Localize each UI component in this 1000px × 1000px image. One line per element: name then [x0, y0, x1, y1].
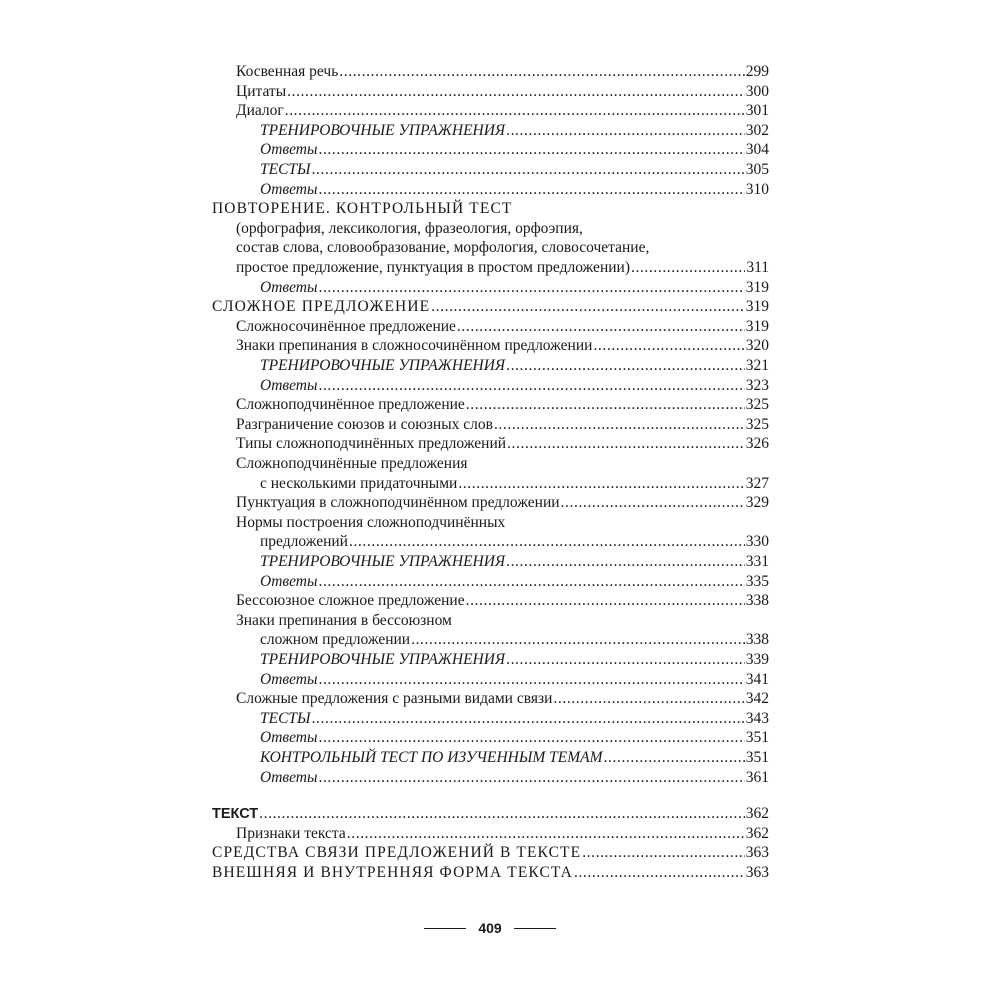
toc-entry[interactable]	[212, 297, 769, 317]
toc-heading-line: ПОВТОРЕНИЕ. КОНТРОЛЬНЫЙ ТЕСТ	[212, 200, 513, 218]
page-number: 409	[478, 920, 502, 936]
toc-entry-title: ТРЕНИРОВОЧНЫЕ УПРАЖНЕНИЯ	[260, 553, 506, 570]
toc-page-number: 361	[745, 768, 769, 786]
toc-entry[interactable]	[260, 121, 769, 141]
toc-page-number: 319	[745, 317, 769, 335]
toc-entry[interactable]	[260, 376, 769, 396]
toc-entry[interactable]	[212, 804, 769, 824]
dot-leader	[259, 804, 745, 824]
toc-entry[interactable]	[236, 591, 769, 611]
toc-page-number: 321	[745, 357, 769, 374]
dot-leader	[431, 297, 745, 317]
toc-entry-title: Ответы	[260, 376, 318, 394]
toc-entry-title: Ответы	[260, 278, 318, 296]
toc-entry-title: ТРЕНИРОВОЧНЫЕ УПРАЖНЕНИЯ	[260, 121, 506, 139]
toc-page-number: 311	[746, 259, 769, 276]
dot-leader	[287, 82, 745, 102]
dot-leader	[506, 552, 745, 572]
toc-heading-line: Знаки препинания в бессоюзном	[236, 611, 452, 629]
dot-leader	[318, 728, 744, 748]
toc-entry-title: сложном предложении	[260, 631, 411, 649]
toc-entry[interactable]	[236, 395, 769, 415]
toc-entry[interactable]	[236, 62, 769, 82]
toc-page-number: 300	[745, 82, 769, 100]
dot-leader	[347, 824, 745, 844]
dot-leader	[318, 670, 744, 690]
toc-page-number: 325	[745, 415, 769, 433]
toc-entry-title: КОНТРОЛЬНЫЙ ТЕСТ ПО ИЗУЧЕННЫМ ТЕМАМ	[260, 749, 603, 766]
toc-page-number: 362	[745, 824, 769, 842]
dot-leader	[582, 843, 745, 863]
toc-entry[interactable]	[260, 160, 769, 180]
toc-entry[interactable]	[260, 728, 769, 748]
toc-page-number: 304	[745, 141, 769, 159]
toc-page-number: 335	[745, 572, 769, 590]
dot-leader	[466, 395, 745, 415]
toc-entry-title: ТРЕНИРОВОЧНЫЕ УПРАЖНЕНИЯ	[260, 357, 506, 374]
toc-entry[interactable]	[260, 140, 769, 160]
toc-entry-title: Сложные предложения с разными видами связи	[236, 690, 553, 708]
toc-entry-title: Бессоюзное сложное предложение	[236, 592, 465, 610]
toc-entry[interactable]	[236, 336, 769, 356]
dot-leader	[339, 62, 744, 82]
toc-entry-title: Знаки препинания в сложносочинённом предложении	[236, 337, 593, 355]
dot-leader	[318, 180, 744, 200]
toc-entry[interactable]	[236, 434, 769, 454]
toc-page-number: 301	[745, 102, 769, 120]
dot-leader	[466, 591, 745, 611]
toc-entry-title: Ответы	[260, 572, 318, 590]
toc-entry-title: Диалог	[236, 102, 284, 120]
toc-entry-title: Ответы	[260, 768, 318, 786]
toc-entry-title: предложений	[260, 533, 348, 551]
toc-entry-title: Косвенная речь	[236, 63, 339, 80]
dot-leader	[458, 474, 744, 494]
toc-page-number: 330	[745, 533, 769, 551]
toc-page-number: 331	[745, 553, 769, 570]
dot-leader	[604, 748, 745, 768]
toc-entry[interactable]	[260, 474, 769, 494]
toc-page-number: 299	[745, 63, 769, 80]
toc-entry[interactable]	[260, 650, 769, 670]
toc-entry[interactable]	[260, 572, 769, 592]
dot-leader	[494, 415, 745, 435]
toc-page-number: 305	[745, 161, 769, 178]
toc-entry[interactable]	[260, 670, 769, 690]
dot-leader	[506, 356, 745, 376]
dot-leader	[318, 572, 744, 592]
dot-leader	[312, 709, 745, 729]
dot-leader	[593, 336, 744, 356]
toc-entry[interactable]	[236, 824, 769, 844]
toc-heading-line: (орфография, лексикология, фразеология, орфоэпия,	[236, 219, 583, 237]
toc-entry[interactable]	[236, 258, 769, 278]
toc-entry[interactable]	[260, 356, 769, 376]
toc-page-number: 343	[745, 709, 769, 727]
toc-page-number: 351	[745, 729, 769, 747]
toc-page-number: 338	[745, 592, 769, 610]
toc-entry-title: ТЕСТЫ	[260, 161, 311, 178]
toc-entry-title: СРЕДСТВА СВЯЗИ ПРЕДЛОЖЕНИЙ В ТЕКСТЕ	[212, 844, 582, 862]
toc-entry[interactable]	[260, 552, 769, 572]
toc-entry[interactable]	[236, 415, 769, 435]
footer-rule-right	[514, 928, 556, 929]
toc-page-number: 362	[745, 805, 769, 823]
toc-entry[interactable]	[212, 863, 769, 883]
toc-entry-title: Ответы	[260, 729, 318, 747]
toc-page-number: 319	[745, 298, 769, 316]
toc-entry[interactable]	[260, 180, 769, 200]
toc-entry-title: Типы сложноподчинённых предложений	[236, 435, 507, 453]
dot-leader	[506, 121, 745, 141]
toc-entry-title: Ответы	[260, 670, 318, 688]
dot-leader	[506, 650, 745, 670]
toc-page-number: 319	[745, 278, 769, 296]
toc-entry[interactable]	[260, 709, 769, 729]
toc-entry[interactable]	[236, 317, 769, 337]
dot-leader	[318, 278, 744, 298]
toc-entry-title: ТЕСТЫ	[260, 709, 311, 727]
dot-leader	[411, 630, 745, 650]
toc-entry[interactable]	[260, 278, 769, 298]
toc-heading-line: Нормы построения сложноподчинённых	[236, 513, 506, 531]
toc-entry-title: с несколькими придаточными	[260, 474, 458, 492]
toc-page-number: 341	[745, 670, 769, 688]
toc-page-number: 363	[745, 864, 769, 881]
toc-page-number: 320	[745, 337, 769, 355]
toc-page-number: 351	[745, 749, 769, 766]
dot-leader	[285, 101, 745, 121]
dot-leader	[312, 160, 745, 180]
dot-leader	[631, 258, 745, 278]
toc-page-number: 338	[745, 631, 769, 649]
toc-entry-title: простое предложение, пунктуация в простом предложении)	[236, 259, 630, 276]
toc-entry-title: Ответы	[260, 180, 318, 198]
dot-leader	[574, 863, 745, 883]
dot-leader	[318, 140, 744, 160]
page-footer	[420, 917, 560, 939]
toc-entry-title: Ответы	[260, 141, 318, 159]
toc-heading-line: состав слова, словообразование, морфология, словосочетание,	[236, 239, 650, 257]
toc-entry[interactable]	[260, 768, 769, 788]
dot-leader	[318, 768, 744, 788]
dot-leader	[349, 532, 745, 552]
toc-page-number: 342	[745, 690, 769, 708]
dot-leader	[561, 493, 745, 513]
toc-entry-title: Пунктуация в сложноподчинённом предложении	[236, 494, 560, 512]
toc-entry[interactable]	[236, 101, 769, 121]
toc-entry-title: ТРЕНИРОВОЧНЫЕ УПРАЖНЕНИЯ	[260, 651, 506, 668]
dot-leader	[553, 689, 744, 709]
toc-entry-title: Признаки текста	[236, 824, 346, 842]
toc-page-number: 339	[745, 651, 769, 668]
toc-heading-line: Сложноподчинённые предложения	[236, 455, 468, 472]
toc-page-number: 329	[745, 494, 769, 512]
toc-entry[interactable]	[260, 630, 769, 650]
toc-entry[interactable]	[236, 82, 769, 102]
dot-leader	[457, 317, 745, 337]
toc-entry[interactable]	[260, 532, 769, 552]
toc-entry[interactable]	[212, 843, 769, 863]
toc-page-number: 363	[745, 844, 769, 862]
toc-entry-title: Сложноподчинённое предложение	[236, 396, 465, 414]
toc-page-number: 310	[745, 180, 769, 198]
toc-page-number: 326	[745, 435, 769, 453]
toc-page-number: 327	[745, 474, 769, 492]
toc-page-number: 323	[745, 376, 769, 394]
toc-page-number: 302	[745, 121, 769, 139]
toc-entry-title: Разграничение союзов и союзных слов	[236, 415, 493, 433]
toc-entry[interactable]	[236, 493, 769, 513]
toc-entry-title: СЛОЖНОЕ ПРЕДЛОЖЕНИЕ	[212, 298, 431, 316]
dot-leader	[318, 376, 744, 396]
toc-entry-title: ВНЕШНЯЯ И ВНУТРЕННЯЯ ФОРМА ТЕКСТА	[212, 864, 573, 881]
toc-page-number: 325	[745, 396, 769, 414]
toc-entry[interactable]	[236, 689, 769, 709]
toc-entry-title: Сложносочинённое предложение	[236, 317, 456, 335]
toc-entry[interactable]	[260, 748, 769, 768]
footer-rule-left	[424, 928, 466, 929]
toc-entry-title: Цитаты	[236, 82, 287, 100]
toc-entry-title: ТЕКСТ	[212, 806, 259, 823]
dot-leader	[507, 434, 745, 454]
